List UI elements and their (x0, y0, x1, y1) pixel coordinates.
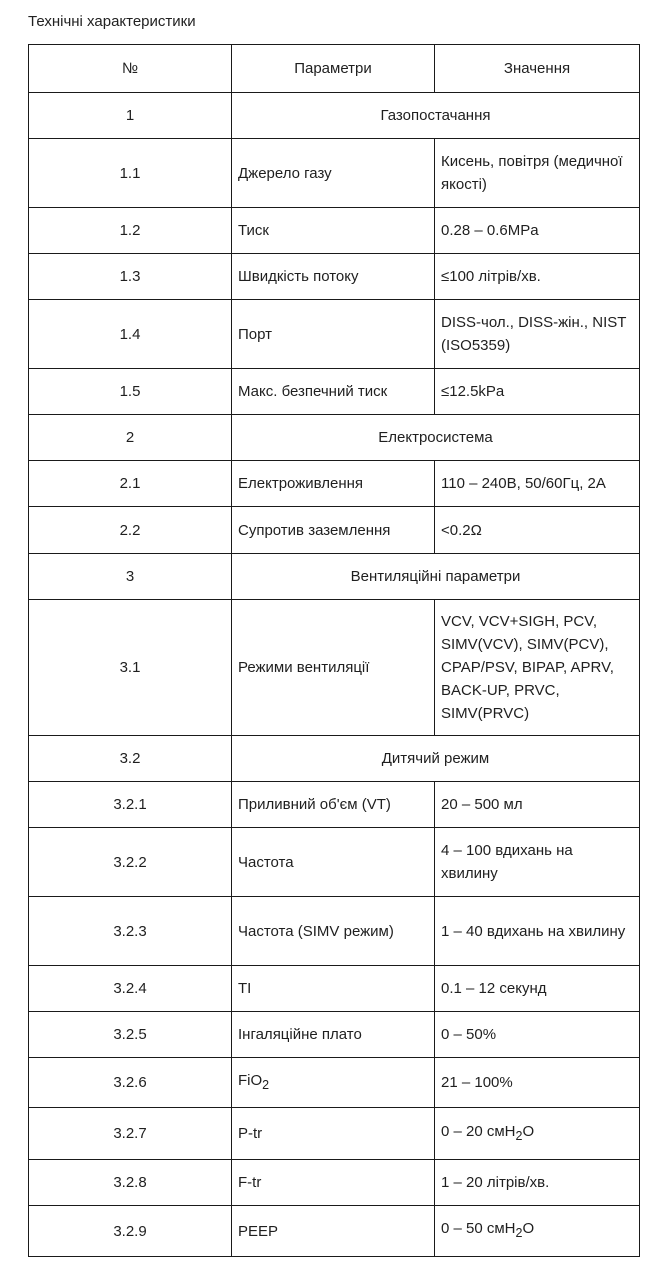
value-text: 0 – 20 смH (441, 1122, 516, 1140)
header-number: № (29, 45, 232, 93)
table-row (29, 600, 640, 736)
value-text: 20 – 500 мл (441, 796, 523, 813)
parameter-cell (232, 1160, 435, 1206)
value-cell (435, 600, 640, 736)
value-text: 0.1 – 12 секунд (441, 980, 547, 997)
table-row (29, 369, 640, 415)
row-number: 1.1 (29, 139, 232, 208)
value-text: VCV, VCV+SIGH, PCV, SIMV(VCV), SIMV(PCV), CPAP/PSV, BIPAP, APRV, BACK-UP, PRVC, SIMV(PRVC) (441, 613, 614, 722)
parameter-cell (232, 300, 435, 369)
parameter-cell (232, 208, 435, 254)
section-title: Газопостачання (232, 93, 640, 139)
value-text: ≤12.5kPa (441, 383, 505, 400)
table-row (29, 300, 640, 369)
value-text: ≤100 літрів/хв. (441, 268, 541, 285)
parameter-cell (232, 1012, 435, 1058)
parameter-text: Макс. безпечний тиск (238, 383, 388, 400)
value-text: 1 – 40 вдихань на хвилину (441, 922, 626, 940)
row-number: 3.2.9 (29, 1206, 232, 1257)
row-number: 3.2 (29, 736, 232, 782)
section-row (29, 736, 640, 782)
row-number: 3.1 (29, 600, 232, 736)
table-row (29, 208, 640, 254)
parameter-text: Тиск (238, 222, 269, 239)
value-cell (435, 828, 640, 897)
row-number: 2.2 (29, 507, 232, 554)
parameter-subscript: 2 (262, 1077, 270, 1092)
section-title: Електросистема (232, 415, 640, 461)
row-number: 3 (29, 554, 232, 600)
value-cell (435, 1160, 640, 1206)
table-row (29, 1012, 640, 1058)
parameter-text: PEEP (238, 1222, 279, 1240)
parameter-cell (232, 1206, 435, 1257)
parameter-text: FiO (238, 1071, 263, 1089)
value-cell (435, 208, 640, 254)
parameter-text: Приливний об'єм (VT) (238, 796, 391, 813)
value-cell (435, 966, 640, 1012)
specifications-table (28, 44, 640, 1257)
parameter-text: Порт (238, 325, 273, 343)
value-text: 0 – 50 смH (441, 1220, 516, 1237)
table-row (29, 139, 640, 208)
parameter-text: Частота (SIMV режим) (238, 922, 394, 940)
value-text: <0.2Ω (441, 521, 482, 539)
parameter-text: F-tr (238, 1174, 262, 1191)
value-suffix: O (522, 1220, 535, 1237)
row-number: 3.2.6 (29, 1058, 232, 1108)
section-title: Дитячий режим (232, 736, 640, 782)
table-header-row (29, 45, 640, 93)
value-text: DISS-чол., DISS-жін., NIST (ISO5359) (441, 314, 627, 354)
parameter-text: Електроживлення (238, 475, 364, 492)
row-number: 3.2.2 (29, 828, 232, 897)
table-row (29, 1206, 640, 1257)
table-body (29, 93, 640, 1257)
parameter-cell (232, 254, 435, 300)
row-number: 3.2.3 (29, 897, 232, 966)
table-row (29, 828, 640, 897)
value-text: 1 – 20 літрів/хв. (441, 1174, 550, 1191)
value-cell (435, 1206, 640, 1257)
parameter-cell (232, 1108, 435, 1160)
header-value: Значення (435, 45, 640, 93)
parameter-cell (232, 461, 435, 507)
row-number: 1.2 (29, 208, 232, 254)
value-cell (435, 139, 640, 208)
parameter-cell (232, 897, 435, 966)
value-text: 110 – 240В, 50/60Гц, 2А (441, 475, 606, 492)
row-number: 3.2.1 (29, 782, 232, 828)
row-number: 2.1 (29, 461, 232, 507)
page-title: Технічні характеристики (28, 13, 196, 30)
value-cell (435, 1058, 640, 1108)
section-title: Вентиляційні параметри (232, 554, 640, 600)
parameter-text: TI (238, 980, 252, 997)
row-number: 1.4 (29, 300, 232, 369)
table-row (29, 461, 640, 507)
section-row (29, 93, 640, 139)
value-subscript: 2 (515, 1128, 523, 1143)
section-row (29, 415, 640, 461)
value-text: 21 – 100% (441, 1074, 513, 1091)
row-number: 3.2.8 (29, 1160, 232, 1206)
value-text: 0.28 – 0.6MPa (441, 222, 539, 239)
row-number: 1.5 (29, 369, 232, 415)
row-number: 2 (29, 415, 232, 461)
value-subscript: 2 (515, 1226, 523, 1240)
value-cell (435, 461, 640, 507)
table-row (29, 507, 640, 554)
table-row (29, 254, 640, 300)
parameter-cell (232, 782, 435, 828)
table-row (29, 1160, 640, 1206)
parameter-text: Частота (238, 853, 294, 871)
value-suffix: O (522, 1122, 535, 1140)
parameter-cell (232, 600, 435, 736)
table-row (29, 1058, 640, 1108)
value-text: 4 – 100 вдихань на хвилину (441, 842, 573, 882)
row-number: 3.2.7 (29, 1108, 232, 1160)
parameter-cell (232, 139, 435, 208)
parameter-text: Швидкість потоку (238, 268, 359, 285)
table-row (29, 1108, 640, 1160)
value-cell (435, 1108, 640, 1160)
parameter-cell (232, 1058, 435, 1108)
value-text: Кисень, повітря (медичної якості) (441, 153, 623, 193)
value-text: 0 – 50% (441, 1026, 497, 1043)
row-number: 1.3 (29, 254, 232, 300)
table-row (29, 897, 640, 966)
parameter-text: Джерело газу (238, 164, 332, 182)
parameter-cell (232, 369, 435, 415)
value-cell (435, 300, 640, 369)
value-cell (435, 1012, 640, 1058)
parameter-text: P-tr (238, 1125, 263, 1142)
parameter-text: Режими вентиляції (238, 659, 370, 676)
parameter-cell (232, 966, 435, 1012)
value-cell (435, 369, 640, 415)
row-number: 3.2.4 (29, 966, 232, 1012)
value-cell (435, 254, 640, 300)
row-number: 3.2.5 (29, 1012, 232, 1058)
header-parameters: Параметри (232, 45, 435, 93)
parameter-cell (232, 828, 435, 897)
parameter-text: Супротив заземлення (238, 521, 391, 539)
parameter-cell (232, 507, 435, 554)
parameter-text: Інгаляційне плато (238, 1026, 362, 1043)
value-cell (435, 782, 640, 828)
table-row (29, 782, 640, 828)
section-row (29, 554, 640, 600)
value-cell (435, 897, 640, 966)
row-number: 1 (29, 93, 232, 139)
value-cell (435, 507, 640, 554)
table-row (29, 966, 640, 1012)
